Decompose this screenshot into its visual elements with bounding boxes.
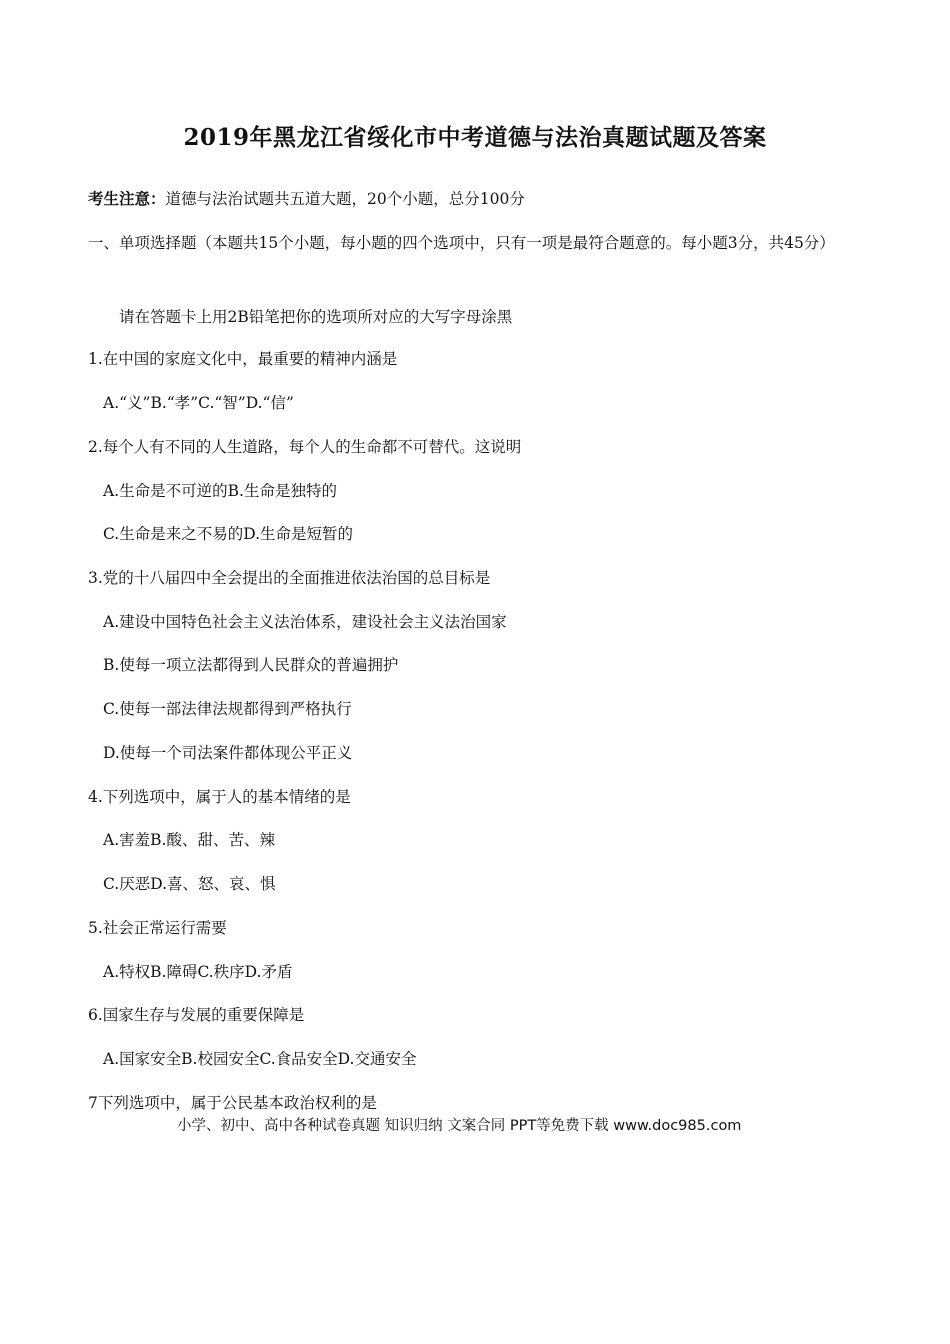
question-stem: 1.在中国的家庭文化中，最重要的精神内涵是 xyxy=(88,350,398,368)
question-option: A.害羞B.酸、甜、苦、辣 xyxy=(103,831,275,849)
question-option: A.特权B.障碍C.秩序D.矛盾 xyxy=(103,963,293,981)
question-option: A.生命是不可逆的B.生命是独特的 xyxy=(103,482,337,500)
question-stem: 2.每个人有不同的人生道路，每个人的生命都不可替代。这说明 xyxy=(88,438,522,456)
exam-notice xyxy=(88,187,525,211)
question-stem: 4.下列选项中，属于人的基本情绪的是 xyxy=(88,788,351,806)
notice-label: 考生注意： xyxy=(88,189,166,208)
question-option: B.使每一项立法都得到人民群众的普遍拥护 xyxy=(103,656,399,674)
question-option: A.“义”B.“孝”C.“智”D.“信” xyxy=(103,394,294,412)
question-stem: 5.社会正常运行需要 xyxy=(88,919,227,937)
question-stem: 7下列选项中，属于公民基本政治权利的是 xyxy=(88,1094,377,1112)
question-stem: 3.党的十八届四中全会提出的全面推进依法治国的总目标是 xyxy=(88,569,491,587)
question-option: A.建设中国特色社会主义法治体系，建设社会主义法治国家 xyxy=(103,613,507,631)
question-option: C.厌恶D.喜、怒、哀、惧 xyxy=(103,875,276,893)
section-instruction: 请在答题卡上用2B铅笔把你的选项所对应的大写字母涂黑 xyxy=(119,308,513,326)
question-option: D.使每一个司法案件都体现公平正义 xyxy=(103,744,353,762)
question-option: C.生命是来之不易的D.生命是短暂的 xyxy=(103,525,354,543)
section-heading: 一、单项选择题（本题共15个小题，每小题的四个选项中，只有一项是最符合题意的。每小题3分，共45分） xyxy=(88,234,835,252)
notice-text: 道德与法治试题共五道大题，20个小题，总分100分 xyxy=(165,190,525,208)
page-footer: 小学、初中、高中各种试卷真题 知识归纳 文案合同 PPT等免费下载 www.doc985.com xyxy=(177,1118,742,1134)
question-stem: 6.国家生存与发展的重要保障是 xyxy=(88,1006,305,1024)
question-option: C.使每一部法律法规都得到严格执行 xyxy=(103,700,352,718)
page-title: 2019年黑龙江省绥化市中考道德与法治真题试题及答案 xyxy=(183,124,767,151)
question-option: A.国家安全B.校园安全C.食品安全D.交通安全 xyxy=(103,1050,417,1068)
